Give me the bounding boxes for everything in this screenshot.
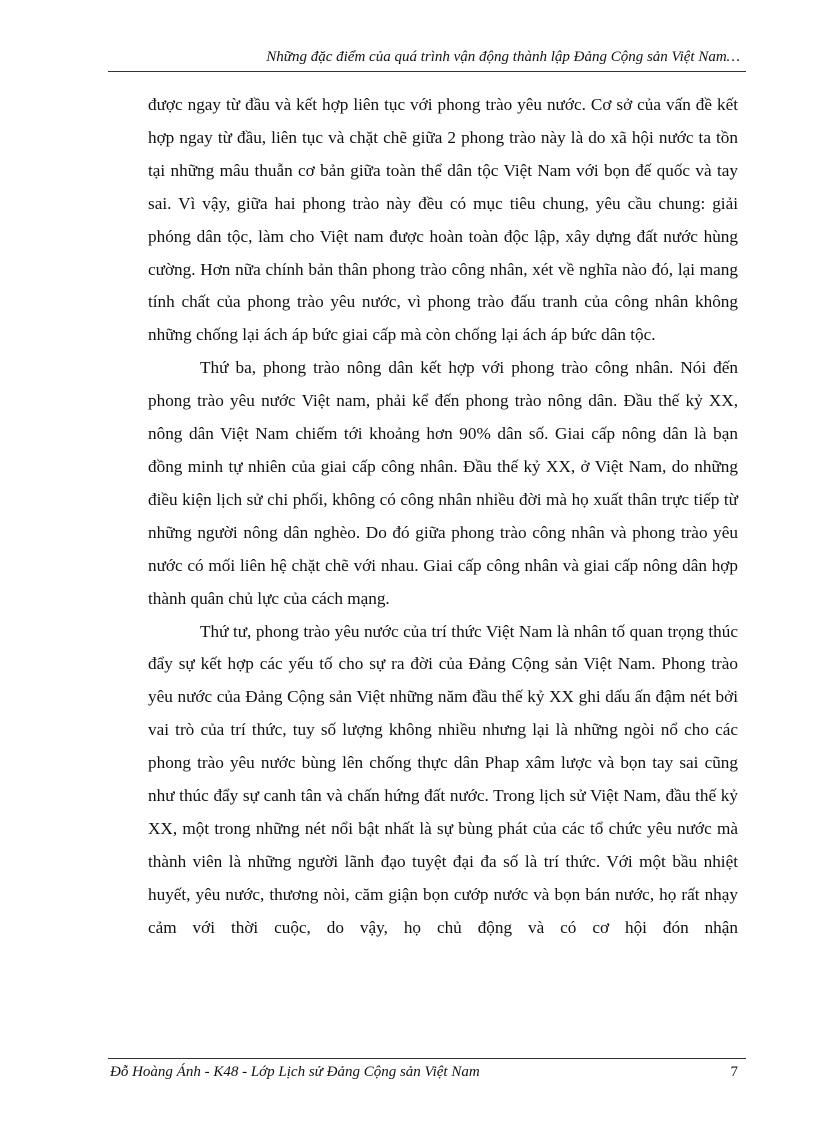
running-header-title: Những đặc điểm của quá trình vận động thành lập Đảng Cộng sản Việt Nam…: [266, 49, 740, 65]
paragraph-thu-tu: Thứ tư, phong trào yêu nước của trí thức Việt Nam là nhân tố quan trọng thúc đẩy sự kết hợp các yếu tố cho sự ra đời của Đảng Cộng sản Việt Nam. Phong trào yêu nước của Đảng Cộng sản Việt những năm đầu thế kỷ XX ghi dấu ấn đậm nét bởi vai trò của trí thức, tuy số lượng không nhiều nhưng lại là những ngòi nổ cho các phong trào yêu nước bùng lên chống thực dân Phap xâm lược và bọn tay sai cũng như thúc đẩy sự canh tân và chấn hứng đất nước. Trong lịch sử Việt Nam, đầu thế kỷ XX, một trong những nét nổi bật nhất là sự bùng phát của các tổ chức yêu nước mà thành viên là những người lãnh đạo tuyệt đại đa số là trí thức. Với một bầu nhiệt huyết, yêu nước, thương nòi, căm giận bọn cướp nước và bọn bán nước, họ rất nhạy cảm với thời cuộc, do vậy, họ chủ động và có cơ hội đón nhận: [148, 621, 738, 937]
footer-author-line: Đỗ Hoàng Ánh - K48 - Lớp Lịch sử Đảng Cộng sản Việt Nam: [110, 1064, 480, 1080]
page-number: 7: [730, 1064, 738, 1080]
document-body: [148, 89, 738, 945]
paragraph-continuation: được ngay từ đầu và kết hợp liên tục với phong trào yêu nước. Cơ sở của vấn đề kết hợp ngay từ đầu, liên tục và chặt chẽ giữa 2 phong trào này là do xã hội nước ta tồn tại những mâu thuẫn cơ bản giữa toàn thể dân tộc Việt Nam với bọn đế quốc và tay sai. Vì vậy, giữa hai phong trào này đều có mục tiêu chung, yêu cầu chung: giải phóng dân tộc, làm cho Việt nam được hoàn toàn độc lập, xây dựng đất nước hùng cường. Hơn nữa chính bản thân phong trào công nhân, xét về nghĩa nào đó, lại mang tính chất của phong trào yêu nước, vì phong trào đấu tranh của công nhân không những chống lại ách áp bức giai cấp mà còn chống lại ách áp bức dân tộc.: [148, 95, 738, 345]
header-divider: [108, 71, 746, 72]
paragraph-thu-ba: Thứ ba, phong trào nông dân kết hợp với phong trào công nhân. Nói đến phong trào yêu nước Việt nam, phải kể đến phong trào nông dân. Đầu thế kỷ XX, nông dân Việt Nam chiếm tới khoảng hơn 90% dân số. Giai cấp nông dân là bạn đồng minh tự nhiên của giai cấp công nhân. Đầu thế kỷ XX, ở Việt Nam, do những điều kiện lịch sử chi phối, không có công nhân nhiều đời mà họ xuất thân trực tiếp từ những người nông dân nghèo. Do đó giữa phong trào công nhân và phong trào yêu nước có mối liên hệ chặt chẽ với nhau. Giai cấp công nhân và giai cấp nông dân hợp thành quân chủ lực của cách mạng.: [148, 358, 738, 608]
footer-divider: [108, 1058, 746, 1059]
